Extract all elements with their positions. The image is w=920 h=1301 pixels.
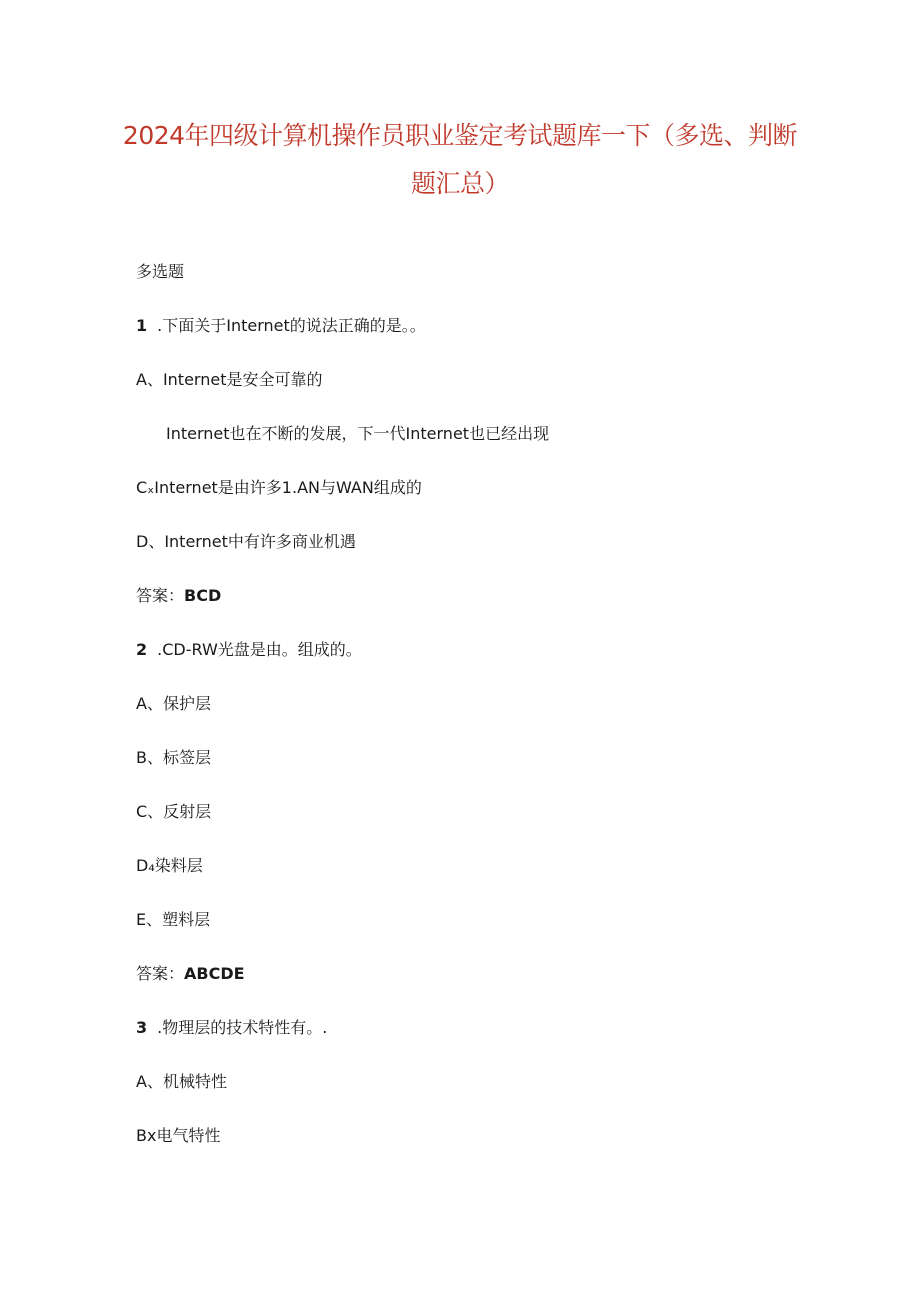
question-2	[136, 638, 362, 662]
option-a: A、机械特性	[136, 1072, 227, 1091]
question-text: .物理层的技术特性有。.	[157, 1018, 328, 1037]
option-a: A、保护层	[136, 694, 211, 713]
answer-1	[136, 584, 221, 608]
option-b: Bx电气特性	[136, 1126, 221, 1145]
question-1	[136, 314, 426, 338]
answer-2	[136, 962, 245, 986]
option-b: Internet也在不断的发展，下一代Internet也已经出现	[166, 424, 550, 443]
answer-value: BCD	[184, 586, 222, 605]
question-3	[136, 1016, 327, 1040]
option-c: CₓInternet是由许多1.AN与WAN组成的	[136, 478, 422, 497]
option-a: A、Internet是安全可靠的	[136, 370, 323, 389]
question-number: 3	[136, 1018, 148, 1037]
question-text: .下面关于Internet的说法正确的是。。	[157, 316, 426, 335]
question-text: .CD-RW光盘是由。组成的。	[157, 640, 362, 659]
option-e: E、塑料层	[136, 910, 211, 929]
option-c: C、反射层	[136, 802, 212, 821]
section-heading: 多选题	[136, 262, 185, 281]
title-line-1: 2024年四级计算机操作员职业鉴定考试题库一下（多选、判断	[122, 121, 798, 150]
answer-value: ABCDE	[184, 964, 245, 983]
document-title	[120, 112, 800, 208]
option-d: D、Internet中有许多商业机遇	[136, 532, 356, 551]
answer-label: 答案：	[136, 964, 185, 983]
question-number: 1	[136, 316, 148, 335]
option-b: B、标签层	[136, 748, 211, 767]
title-line-2: 题汇总）	[410, 169, 509, 198]
answer-label: 答案：	[136, 586, 185, 605]
option-d: D₄染料层	[136, 856, 203, 875]
question-number: 2	[136, 640, 148, 659]
